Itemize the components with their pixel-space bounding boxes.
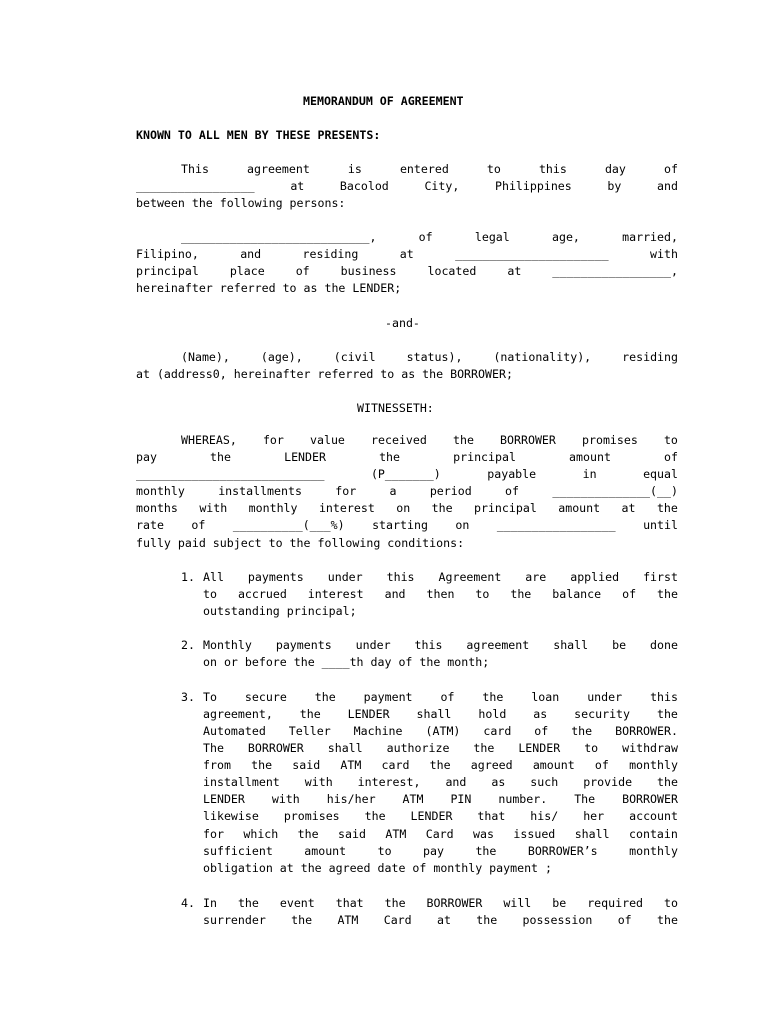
witnesseth-heading: WITNESSETH: (357, 401, 434, 415)
word: under (327, 570, 363, 584)
word: this (386, 570, 415, 584)
word: on (396, 501, 411, 515)
word: residing (302, 247, 359, 261)
word: ___________________________ (136, 467, 325, 481)
lender-line-1 (181, 229, 678, 246)
word: her (583, 809, 605, 823)
word: value (310, 433, 345, 447)
word: for (335, 484, 357, 498)
word: entered (399, 162, 449, 176)
word: are (525, 570, 547, 584)
word: as (533, 707, 548, 721)
word: interest (318, 501, 375, 515)
condition-number: 4. (181, 896, 195, 910)
word: will (503, 896, 532, 910)
word: promises (283, 809, 340, 823)
word: the (475, 844, 497, 858)
word: the (656, 707, 678, 721)
document-title: MEMORANDUM OF AGREEMENT (303, 94, 464, 108)
word: by (607, 179, 622, 193)
word: was (473, 827, 494, 841)
word: to (486, 162, 501, 176)
word: that (477, 809, 506, 823)
word: ATM (385, 827, 407, 841)
word: ______________(__) (552, 484, 678, 498)
word: the (452, 433, 474, 447)
whereas-line-4 (136, 483, 678, 500)
word: monthly (136, 484, 185, 498)
word: Teller (288, 724, 331, 738)
word: the (656, 501, 678, 515)
word: legal (474, 230, 510, 244)
word: the (299, 707, 321, 721)
word: Philippines (494, 179, 572, 193)
word: Machine (353, 724, 403, 738)
word: received (371, 433, 427, 447)
word: _________________ (496, 518, 616, 532)
word: residing (622, 350, 678, 364)
word: monthly (629, 844, 678, 858)
word: to (664, 896, 678, 910)
word: Filipino, (136, 247, 199, 261)
word: _________________ (136, 179, 255, 193)
whereas-line-6 (136, 517, 678, 534)
word: and (384, 587, 406, 601)
word: event (279, 896, 315, 910)
condition-number: 2. (181, 638, 195, 652)
word: to (203, 587, 217, 601)
word: shall (327, 741, 363, 755)
word: this (650, 690, 678, 704)
word: ATM (337, 913, 359, 927)
word: (civil (333, 350, 376, 364)
word: in (582, 467, 597, 481)
word: the (364, 809, 386, 823)
word: All (203, 570, 224, 584)
word: at (507, 264, 522, 278)
word: until (643, 518, 678, 532)
word: to (663, 433, 678, 447)
borrower-line-2: at (address0, hereinafter referred to as the BORROWER; (136, 367, 513, 381)
word: principal (453, 450, 516, 464)
word: be (612, 638, 627, 652)
word: and (657, 179, 678, 193)
word: interest, (357, 775, 421, 789)
word: LENDER (284, 450, 326, 464)
word: the (657, 587, 678, 601)
word: BORROWER (426, 896, 483, 910)
word: ATM (340, 758, 362, 772)
word: this (414, 638, 443, 652)
word: be (552, 896, 567, 910)
word: from (203, 758, 231, 772)
word: as (491, 775, 506, 789)
word: hold (478, 707, 507, 721)
word: of (622, 587, 637, 601)
word: this (538, 162, 567, 176)
word: to (584, 741, 599, 755)
word: at (621, 501, 636, 515)
word: said (338, 827, 366, 841)
word: said (292, 758, 321, 772)
word: his/her (326, 792, 376, 806)
word: is (347, 162, 362, 176)
condition-line-last: on or before the ____th day of the month; (203, 655, 490, 669)
word: with (271, 792, 300, 806)
condition-line (203, 826, 678, 843)
word: the (656, 913, 678, 927)
condition-line (203, 912, 678, 929)
word: ATM (402, 792, 424, 806)
word: with (304, 775, 333, 789)
word: principal (136, 264, 199, 278)
word: of (534, 724, 549, 738)
word: payable (487, 467, 537, 481)
word: The (574, 792, 596, 806)
word: LENDER (347, 707, 390, 721)
word: months (136, 501, 178, 515)
word: with (650, 247, 678, 261)
condition-line (203, 757, 678, 774)
word: amount (532, 758, 575, 772)
word: The (203, 741, 224, 755)
word: the (291, 913, 313, 927)
word: to (475, 587, 490, 601)
word: age, (551, 230, 580, 244)
word: of (664, 450, 678, 464)
word: period (429, 484, 472, 498)
condition-line (203, 774, 678, 791)
word: __________(___%) (232, 518, 345, 532)
word: and (445, 775, 467, 789)
word: under (355, 638, 391, 652)
word: of (418, 230, 433, 244)
word: BORROWER’s (527, 844, 598, 858)
borrower-line-1 (181, 349, 678, 366)
word: surrender (203, 913, 266, 927)
word: possession (522, 913, 593, 927)
word: accrued (237, 587, 287, 601)
word: LENDER (410, 809, 453, 823)
word: required (587, 896, 644, 910)
word: status), (406, 350, 463, 364)
condition-line-last: outstanding principal; (203, 604, 357, 618)
condition-line (203, 723, 678, 740)
word: issued (513, 827, 556, 841)
word: on (455, 518, 470, 532)
and-separator: -and- (385, 316, 420, 330)
word: BORROWER (500, 433, 556, 447)
word: which (243, 827, 279, 841)
word: Agreement (438, 570, 502, 584)
word: such (530, 775, 559, 789)
word: LENDER (203, 792, 245, 806)
word: under (587, 690, 623, 704)
word: agreement (247, 162, 310, 176)
word: To (203, 690, 217, 704)
word: shall (553, 638, 589, 652)
word: of (295, 264, 310, 278)
whereas-line-1 (181, 432, 678, 449)
word: payments (275, 638, 332, 652)
word: amount (558, 501, 601, 515)
word: with (199, 501, 228, 515)
word: agreed (470, 758, 513, 772)
word: likewise (203, 809, 259, 823)
word: monthly (629, 758, 678, 772)
word: the (476, 913, 498, 927)
word: the (510, 587, 532, 601)
word: agreement, (203, 707, 273, 721)
word: Automated (203, 724, 266, 738)
intro-line-3: between the following persons: (136, 196, 346, 210)
condition-line (203, 706, 678, 723)
condition-line (203, 808, 678, 825)
word: business (340, 264, 397, 278)
word: secure (244, 690, 287, 704)
word: ______________________ (455, 247, 609, 261)
word: for (262, 433, 284, 447)
condition-line (203, 637, 678, 654)
word: pay (423, 844, 444, 858)
word: the (429, 758, 451, 772)
word: PIN (450, 792, 472, 806)
word: authorize (386, 741, 450, 755)
word: the (473, 741, 495, 755)
word: and (240, 247, 262, 261)
word: installment (203, 775, 280, 789)
word: of (191, 518, 206, 532)
word: balance (552, 587, 602, 601)
word: to (377, 844, 392, 858)
word: the (379, 450, 401, 464)
condition-line (203, 791, 678, 808)
word: the (384, 896, 406, 910)
word: rate (136, 518, 164, 532)
word: the (482, 690, 504, 704)
word: place (229, 264, 265, 278)
word: account (629, 809, 678, 823)
condition-line (203, 843, 678, 860)
intro-line-2 (136, 178, 678, 195)
word: of (440, 690, 455, 704)
word: of (617, 913, 632, 927)
lender-line-2 (136, 246, 678, 263)
condition-line (203, 586, 678, 603)
word: the (571, 724, 593, 738)
condition-number: 1. (181, 570, 195, 584)
word: applied (570, 570, 620, 584)
word: contain (629, 827, 678, 841)
word: of (663, 162, 678, 176)
document-heading: KNOWN TO ALL MEN BY THESE PRESENTS: (136, 128, 381, 142)
word: number. (498, 792, 548, 806)
word: promises (582, 433, 638, 447)
word: (ATM) (425, 724, 461, 738)
word: the (251, 758, 273, 772)
word: then (426, 587, 455, 601)
condition-line (203, 740, 678, 757)
whereas-line-3 (136, 466, 678, 483)
word: that (335, 896, 364, 910)
condition-line-last: obligation at the agreed date of monthly payment ; (203, 861, 553, 875)
word: Bacolod (339, 179, 389, 193)
word: the (237, 896, 259, 910)
word: payments (247, 570, 304, 584)
word: monthly (248, 501, 298, 515)
word: LENDER (518, 741, 561, 755)
word: amount (569, 450, 611, 464)
whereas-line-7: fully paid subject to the following conditions: (136, 536, 465, 550)
word: pay (136, 450, 157, 464)
word: (nationality), (493, 350, 592, 364)
word: provide (583, 775, 633, 789)
word: of (505, 484, 519, 498)
word: BORROWER. (615, 724, 678, 738)
word: at (399, 247, 414, 261)
condition-line (203, 569, 678, 586)
word: (P_______) (370, 467, 441, 481)
word: first (643, 570, 678, 584)
word: a (389, 484, 397, 498)
lender-line-4: hereinafter referred to as the LENDER; (136, 281, 402, 295)
word: located (427, 264, 477, 278)
word: payment (363, 690, 413, 704)
word: BORROWER (247, 741, 304, 755)
word: card (483, 724, 512, 738)
word: for (203, 827, 224, 841)
word: Card (425, 827, 454, 841)
condition-line (203, 689, 678, 706)
word: installments (218, 484, 302, 498)
word: interest (307, 587, 364, 601)
word: (age), (260, 350, 303, 364)
word: the (297, 827, 319, 841)
word: the (210, 450, 231, 464)
word: principal (473, 501, 537, 515)
word: City, (424, 179, 460, 193)
whereas-line-2 (136, 449, 678, 466)
word: In (203, 896, 217, 910)
word: card (381, 758, 410, 772)
word: the (431, 501, 453, 515)
word: security (574, 707, 631, 721)
word: loan (531, 690, 560, 704)
word: starting (372, 518, 428, 532)
condition-line (203, 895, 678, 912)
word: the (657, 775, 678, 789)
word: day (604, 162, 626, 176)
word: at (290, 179, 305, 193)
word: agreement (466, 638, 530, 652)
word: _________________, (552, 264, 678, 278)
word: WHEREAS, (181, 433, 237, 447)
condition-number: 3. (181, 690, 195, 704)
word: sufficient (203, 844, 273, 858)
word: shall (574, 827, 610, 841)
word: equal (643, 467, 678, 481)
word: Card (383, 913, 412, 927)
word: BORROWER (622, 792, 678, 806)
intro-line-1 (181, 161, 678, 178)
word: (Name), (181, 350, 230, 364)
whereas-line-5 (136, 500, 678, 517)
word: amount (304, 844, 347, 858)
word: the (314, 690, 336, 704)
lender-line-3 (136, 263, 678, 280)
word: This (181, 162, 209, 176)
word: at (436, 913, 451, 927)
word: Monthly (203, 638, 252, 652)
word: shall (416, 707, 452, 721)
word: his/ (530, 809, 559, 823)
word: married, (622, 230, 678, 244)
word: of (594, 758, 609, 772)
word: ___________________________, (181, 230, 377, 244)
word: done (650, 638, 678, 652)
word: withdraw (622, 741, 678, 755)
